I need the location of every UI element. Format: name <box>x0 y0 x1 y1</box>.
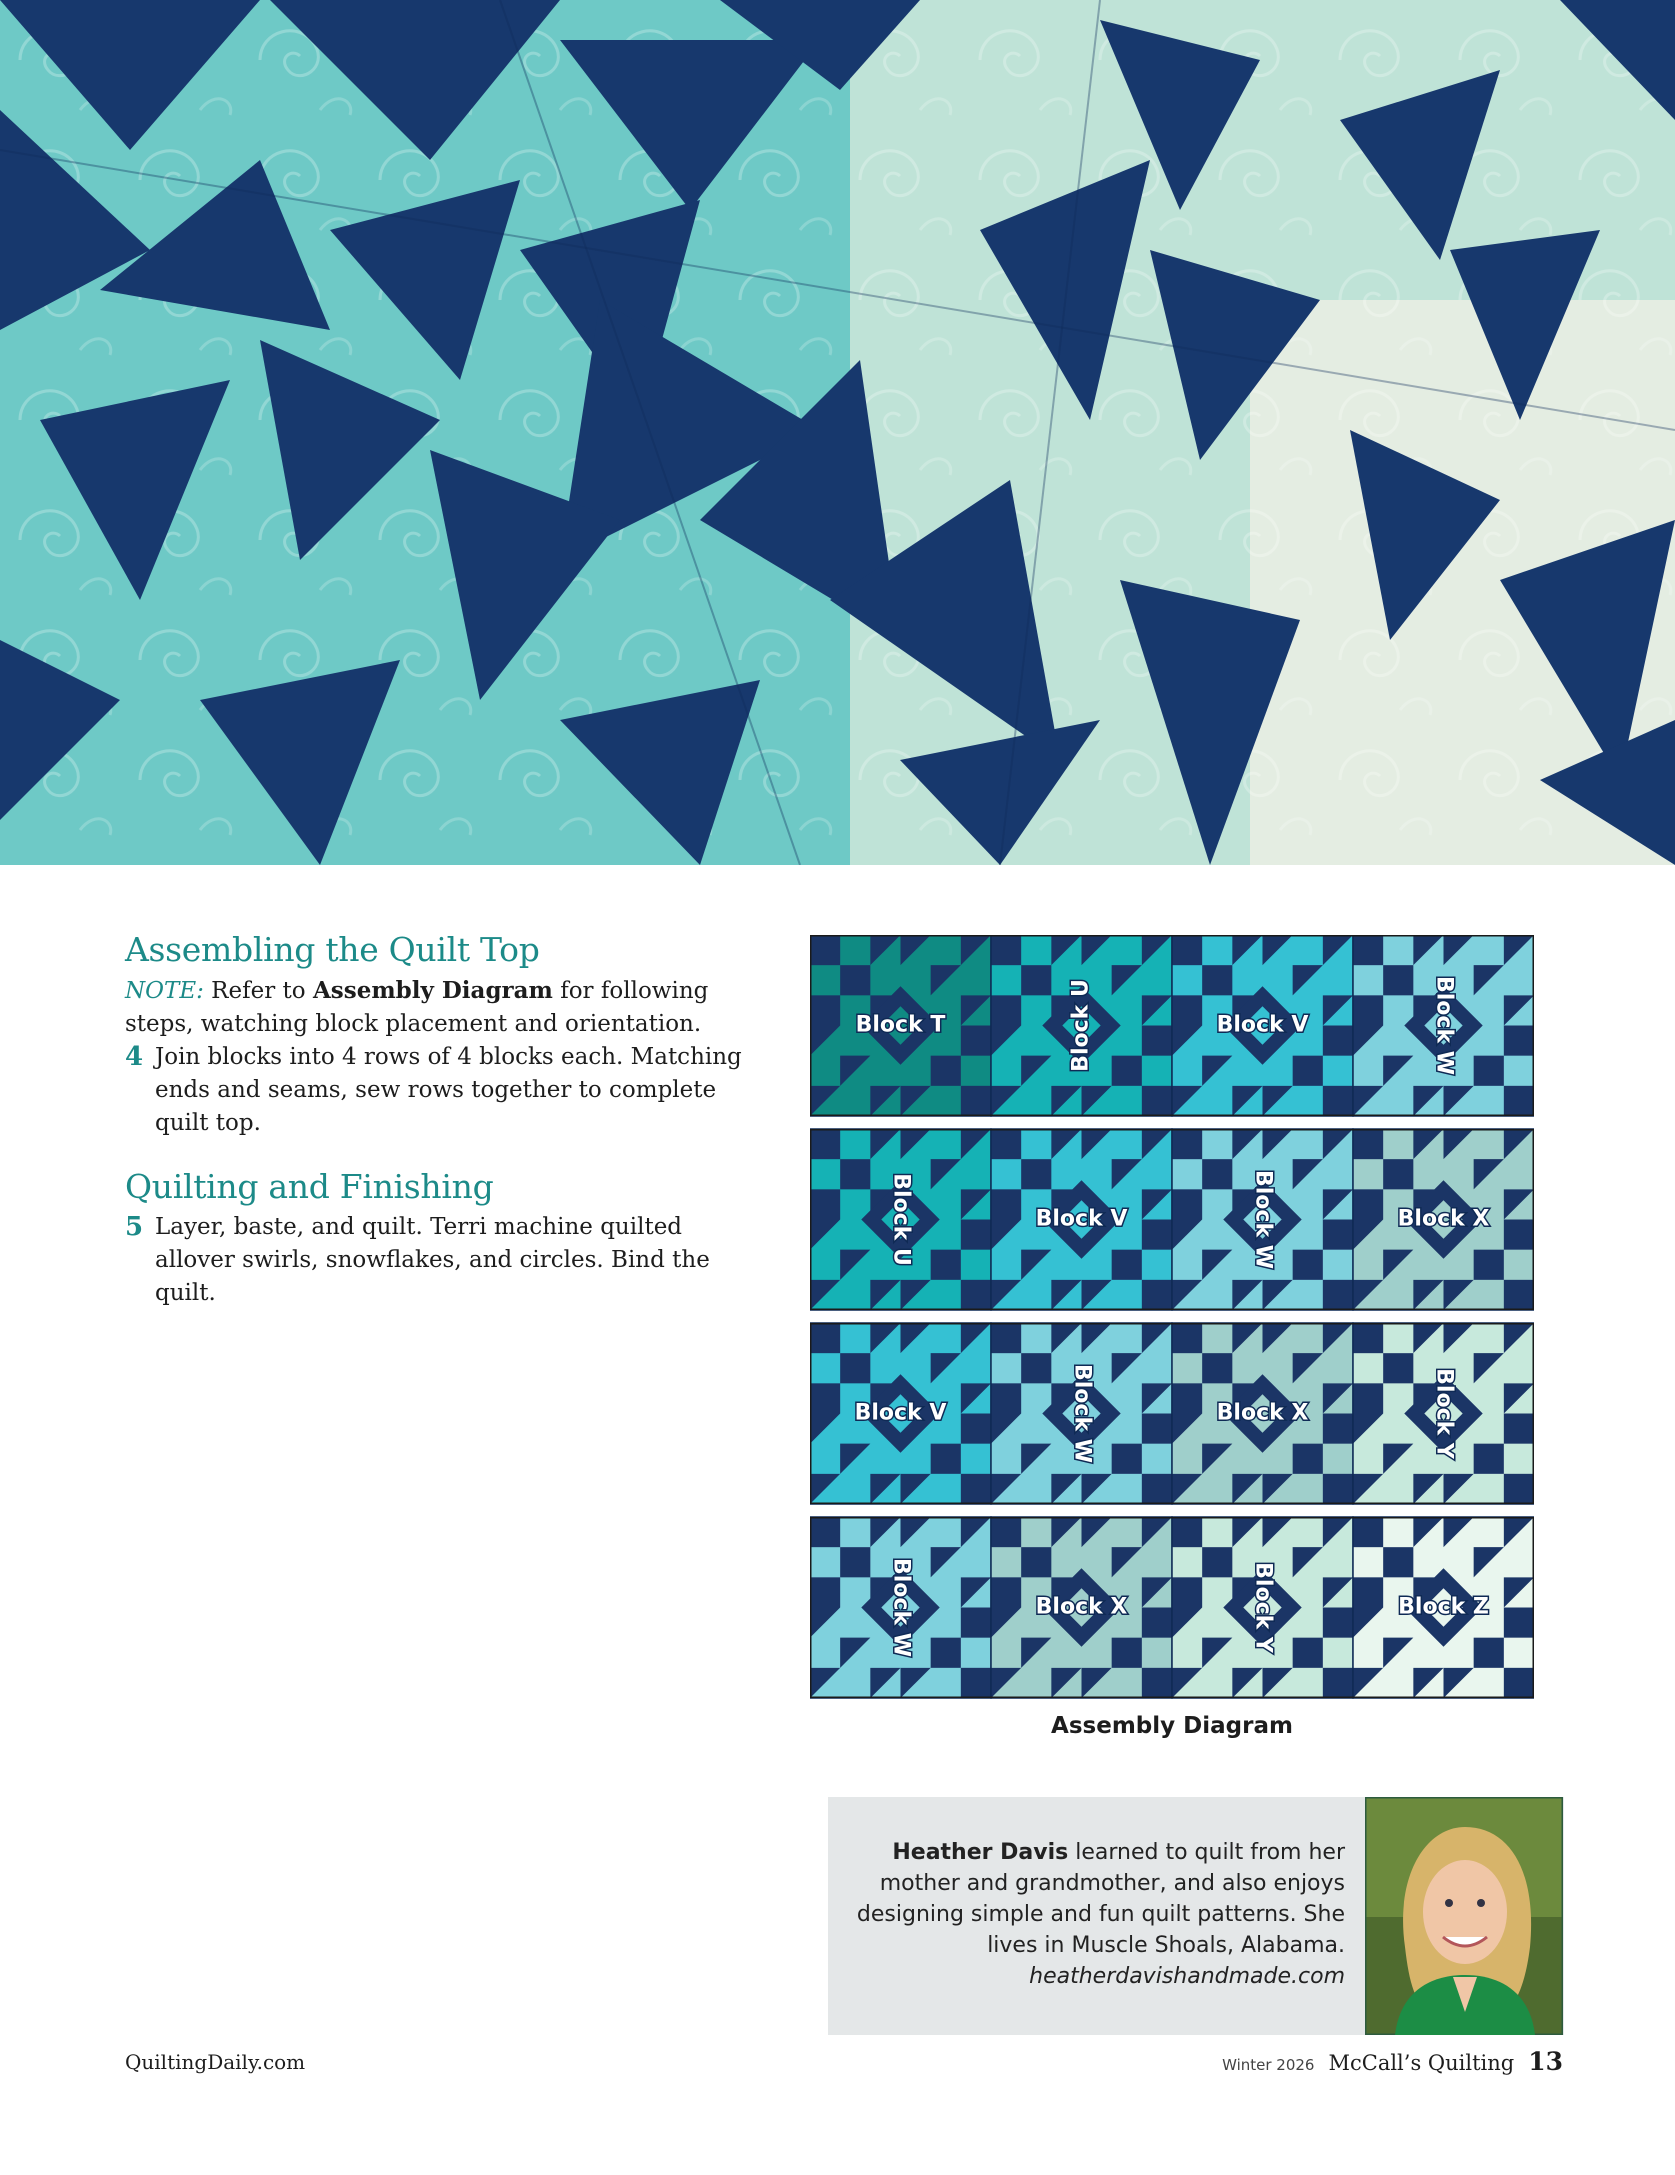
block-square <box>991 1323 1021 1353</box>
block-square <box>931 1250 961 1280</box>
block-square <box>1323 1474 1353 1504</box>
block-square <box>1172 935 1202 965</box>
quilt-photo <box>0 0 1675 865</box>
block-square <box>1142 1414 1172 1444</box>
block-square <box>810 935 840 965</box>
diagram-row <box>810 1129 1534 1310</box>
block-square <box>1353 935 1383 965</box>
block-square <box>1172 1577 1202 1607</box>
block-square <box>810 1383 840 1413</box>
quilt-block <box>810 1517 991 1698</box>
block-square <box>1142 1280 1172 1310</box>
block-square <box>810 1517 840 1547</box>
block-square <box>1142 1086 1172 1116</box>
block-label: Block V <box>1035 1206 1128 1232</box>
block-square <box>1172 1383 1202 1413</box>
block-square <box>931 1444 961 1474</box>
block-square <box>1353 1383 1383 1413</box>
footer-website: QuiltingDaily.com <box>125 2050 306 2074</box>
block-square <box>1293 1056 1323 1086</box>
quilt-block <box>1172 1517 1353 1698</box>
block-square <box>1323 1414 1353 1444</box>
block-square <box>1504 1668 1534 1698</box>
quilt-block <box>991 1323 1172 1504</box>
section-heading-assembling: Assembling the Quilt Top <box>125 930 540 969</box>
block-square <box>810 1323 840 1353</box>
diagram-row <box>810 1323 1534 1504</box>
block-square <box>1504 1474 1534 1504</box>
block-square <box>1112 1444 1142 1474</box>
block-label: Block X <box>1216 1400 1309 1426</box>
block-square <box>1112 1638 1142 1668</box>
block-square <box>1323 1220 1353 1250</box>
quilt-block <box>1172 1323 1353 1504</box>
note-bold: Assembly Diagram <box>312 977 553 1004</box>
block-square <box>991 1577 1021 1607</box>
block-square <box>1293 1250 1323 1280</box>
assembling-text <box>125 974 765 1140</box>
block-square <box>1202 1547 1232 1577</box>
block-label: Block V <box>854 1400 947 1426</box>
quilt-block <box>1353 935 1534 1116</box>
block-square <box>1293 1444 1323 1474</box>
note-post: for following steps, watching block placement and orientation. <box>125 978 709 1037</box>
block-square <box>1172 1189 1202 1219</box>
block-square <box>991 995 1021 1025</box>
quilt-block <box>1172 935 1353 1116</box>
assembly-diagram-caption: Assembly Diagram <box>1051 1713 1293 1739</box>
block-square <box>1323 1086 1353 1116</box>
section-heading-finishing: Quilting and Finishing <box>125 1167 494 1206</box>
block-label: Block W <box>1431 975 1457 1076</box>
quilt-block <box>1353 1323 1534 1504</box>
block-square <box>840 965 870 995</box>
page-number: 13 <box>1528 2047 1563 2076</box>
block-square <box>1142 1668 1172 1698</box>
block-square <box>1353 1517 1383 1547</box>
block-square <box>961 1026 991 1056</box>
footer-magazine: McCall’s Quilting <box>1328 2051 1515 2075</box>
block-square <box>961 1474 991 1504</box>
block-label: Block V <box>1216 1012 1309 1038</box>
designer-portrait <box>1365 1797 1563 2035</box>
block-square <box>931 1638 961 1668</box>
block-label: Block Y <box>1431 1368 1457 1459</box>
quilt-block <box>991 1129 1172 1310</box>
block-square <box>1293 1638 1323 1668</box>
block-square <box>961 1086 991 1116</box>
block-label: Block U <box>1068 979 1094 1072</box>
finishing-text <box>125 1211 765 1310</box>
block-square <box>961 1608 991 1638</box>
block-square <box>810 1129 840 1159</box>
step-5 <box>125 1211 765 1310</box>
block-square <box>991 1517 1021 1547</box>
block-label: Block W <box>1069 1363 1095 1464</box>
block-square <box>1112 1250 1142 1280</box>
designer-bio: learned to quilt from her mother and grandmother, and also enjoys designing simple and fun quilt patterns. She lives in Muscle Shoals, Alabama. <box>856 1840 1345 1958</box>
block-square <box>1202 1353 1232 1383</box>
quilt-block <box>810 935 991 1116</box>
note-paragraph <box>125 974 765 1041</box>
block-square <box>1142 1220 1172 1250</box>
designer-bio-text <box>825 1837 1345 1992</box>
block-label: Block W <box>888 1557 914 1658</box>
block-square <box>1383 965 1413 995</box>
block-square <box>1504 1220 1534 1250</box>
designer-name: Heather Davis <box>892 1840 1069 1865</box>
diagram-row <box>810 935 1534 1116</box>
quilt-block <box>810 1323 991 1504</box>
block-square <box>991 1383 1021 1413</box>
quilt-block <box>1353 1517 1534 1698</box>
quilt-block <box>1353 1129 1534 1310</box>
footer-right <box>1222 2047 1563 2076</box>
quilt-block <box>1172 1129 1353 1310</box>
block-square <box>1474 1444 1504 1474</box>
note-pre: Refer to <box>203 978 313 1004</box>
block-square <box>1504 1280 1534 1310</box>
block-label: Block U <box>888 1173 914 1266</box>
block-square <box>1142 1608 1172 1638</box>
block-square <box>1021 1547 1051 1577</box>
block-label: Block W <box>1250 1169 1276 1270</box>
block-square <box>1353 1129 1383 1159</box>
block-square <box>1021 1159 1051 1189</box>
block-square <box>961 1668 991 1698</box>
block-square <box>1202 1159 1232 1189</box>
block-square <box>1323 1026 1353 1056</box>
step-5-text: Layer, baste, and quilt. Terri machine quilted allover swirls, snowflakes, and circles. Bind the quilt. <box>155 1214 710 1306</box>
block-square <box>991 935 1021 965</box>
block-label: Block X <box>1035 1594 1128 1620</box>
quilt-block <box>810 1129 991 1310</box>
footer-issue: Winter 2026 <box>1222 2056 1315 2074</box>
block-square <box>1112 1056 1142 1086</box>
block-square <box>1021 965 1051 995</box>
note-label: NOTE: <box>125 978 204 1004</box>
block-square <box>1383 1353 1413 1383</box>
block-square <box>931 1056 961 1086</box>
block-square <box>810 1577 840 1607</box>
block-square <box>1504 1086 1534 1116</box>
block-square <box>1474 1250 1504 1280</box>
block-square <box>961 1280 991 1310</box>
block-square <box>1323 1280 1353 1310</box>
block-square <box>1353 995 1383 1025</box>
block-square <box>1172 1323 1202 1353</box>
block-square <box>840 1547 870 1577</box>
quilt-block <box>991 1517 1172 1698</box>
block-square <box>840 1353 870 1383</box>
assembly-diagram <box>810 935 1534 1745</box>
block-square <box>1504 1414 1534 1444</box>
block-square <box>1172 1517 1202 1547</box>
diagram-row <box>810 1517 1534 1698</box>
block-square <box>1172 1129 1202 1159</box>
block-square <box>1504 1608 1534 1638</box>
block-label: Block Y <box>1250 1562 1276 1653</box>
step-4 <box>125 1041 765 1140</box>
step-4-number: 4 <box>125 1042 144 1072</box>
assembly-diagram-graphic <box>810 935 1534 1705</box>
block-square <box>1202 965 1232 995</box>
block-square <box>1383 1547 1413 1577</box>
block-square <box>1474 1056 1504 1086</box>
block-square <box>1353 1577 1383 1607</box>
block-square <box>1021 1353 1051 1383</box>
quilt-block <box>991 935 1172 1116</box>
block-label: Block T <box>855 1012 946 1038</box>
block-label: Block Z <box>1398 1594 1489 1620</box>
block-label: Block X <box>1397 1206 1490 1232</box>
block-square <box>840 1159 870 1189</box>
block-square <box>1353 1323 1383 1353</box>
block-square <box>1383 1159 1413 1189</box>
block-square <box>1323 1608 1353 1638</box>
block-square <box>991 1129 1021 1159</box>
block-square <box>1353 1189 1383 1219</box>
block-square <box>1142 1474 1172 1504</box>
step-5-number: 5 <box>125 1212 144 1242</box>
block-square <box>1504 1026 1534 1056</box>
block-square <box>810 1189 840 1219</box>
block-square <box>991 1189 1021 1219</box>
block-square <box>961 1220 991 1250</box>
block-square <box>1323 1668 1353 1698</box>
block-square <box>1142 1026 1172 1056</box>
designer-website-link[interactable]: heatherdavishandmade.com <box>1029 1964 1345 1989</box>
block-square <box>1474 1638 1504 1668</box>
block-square <box>961 1414 991 1444</box>
block-square <box>810 995 840 1025</box>
block-square <box>1172 995 1202 1025</box>
step-4-text: Join blocks into 4 rows of 4 blocks each. Matching ends and seams, sew rows together to complete quilt top. <box>155 1044 742 1136</box>
